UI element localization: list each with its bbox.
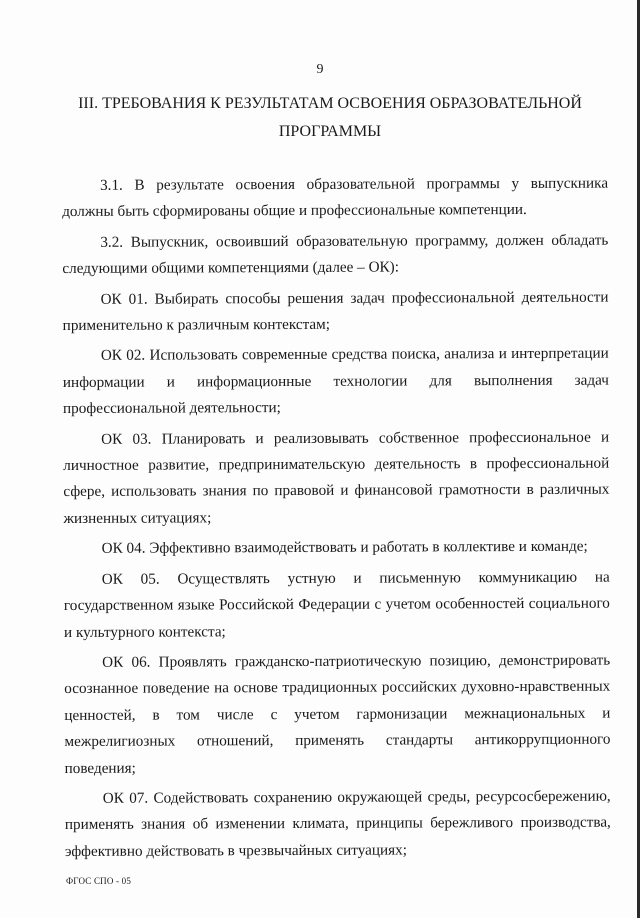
page-number: 9: [316, 62, 324, 77]
competency-ok-03: ОК 03. Планировать и реализовывать собственное профессиональное и личностное развитие, предпринимательскую деятельность в профессиональной сфере, использовать знания по правовой и финансовой грамотности в различных жизненных ситуациях;: [63, 428, 610, 527]
paragraph-3-1: 3.1. В результате освоения образовательной программы у выпускника должны быть сформированы общие и профессиональные компетенции.: [62, 174, 609, 221]
competency-ok-06: ОК 06. Проявлять гражданско-патриотическую позицию, демонстрировать осознанное поведение на основе традиционных российских духовно-нравственных ценностей, в том числе с учетом гармонизации межнациональных и межрелигиозных отношений, применять стандарты антикоррупционного поведения;: [64, 651, 611, 777]
competency-ok-07: ОК 07. Содействовать сохранению окружающей среды, ресурсосбережению, применять знания об изменении климата, принципы бережливого производства, эффективно действовать в чрезвычайных ситуациях;: [64, 787, 611, 860]
footer-standard-code: ФГОС СПО - 05: [66, 876, 132, 886]
paragraph-3-2: 3.2. Выпускник, освоивший образовательную программу, должен обладать следующими общими компетенциями (далее – ОК):: [62, 231, 609, 278]
section-title: III. ТРЕБОВАНИЯ К РЕЗУЛЬТАТАМ ОСВОЕНИЯ ОБРАЗОВАТЕЛЬНОЙ ПРОГРАММЫ: [78, 95, 582, 140]
competency-ok-01: ОК 01. Выбирать способы решения задач профессиональной деятельности применительно к различным контекстам;: [62, 288, 609, 335]
competency-ok-02: ОК 02. Использовать современные средства поиска, анализа и интерпретации информации и информационные технологии для выполнения задач профессиональной деятельности;: [62, 345, 609, 418]
competency-ok-05: ОК 05. Осуществлять устную и письменную коммуникацию на государственном языке Российской Федерации с учетом особенностей социального и культурного контекста;: [63, 568, 610, 641]
competency-ok-04: ОК 04. Эффективно взаимодействовать и работать в коллективе и команде;: [101, 537, 588, 558]
document-body: [62, 171, 611, 870]
